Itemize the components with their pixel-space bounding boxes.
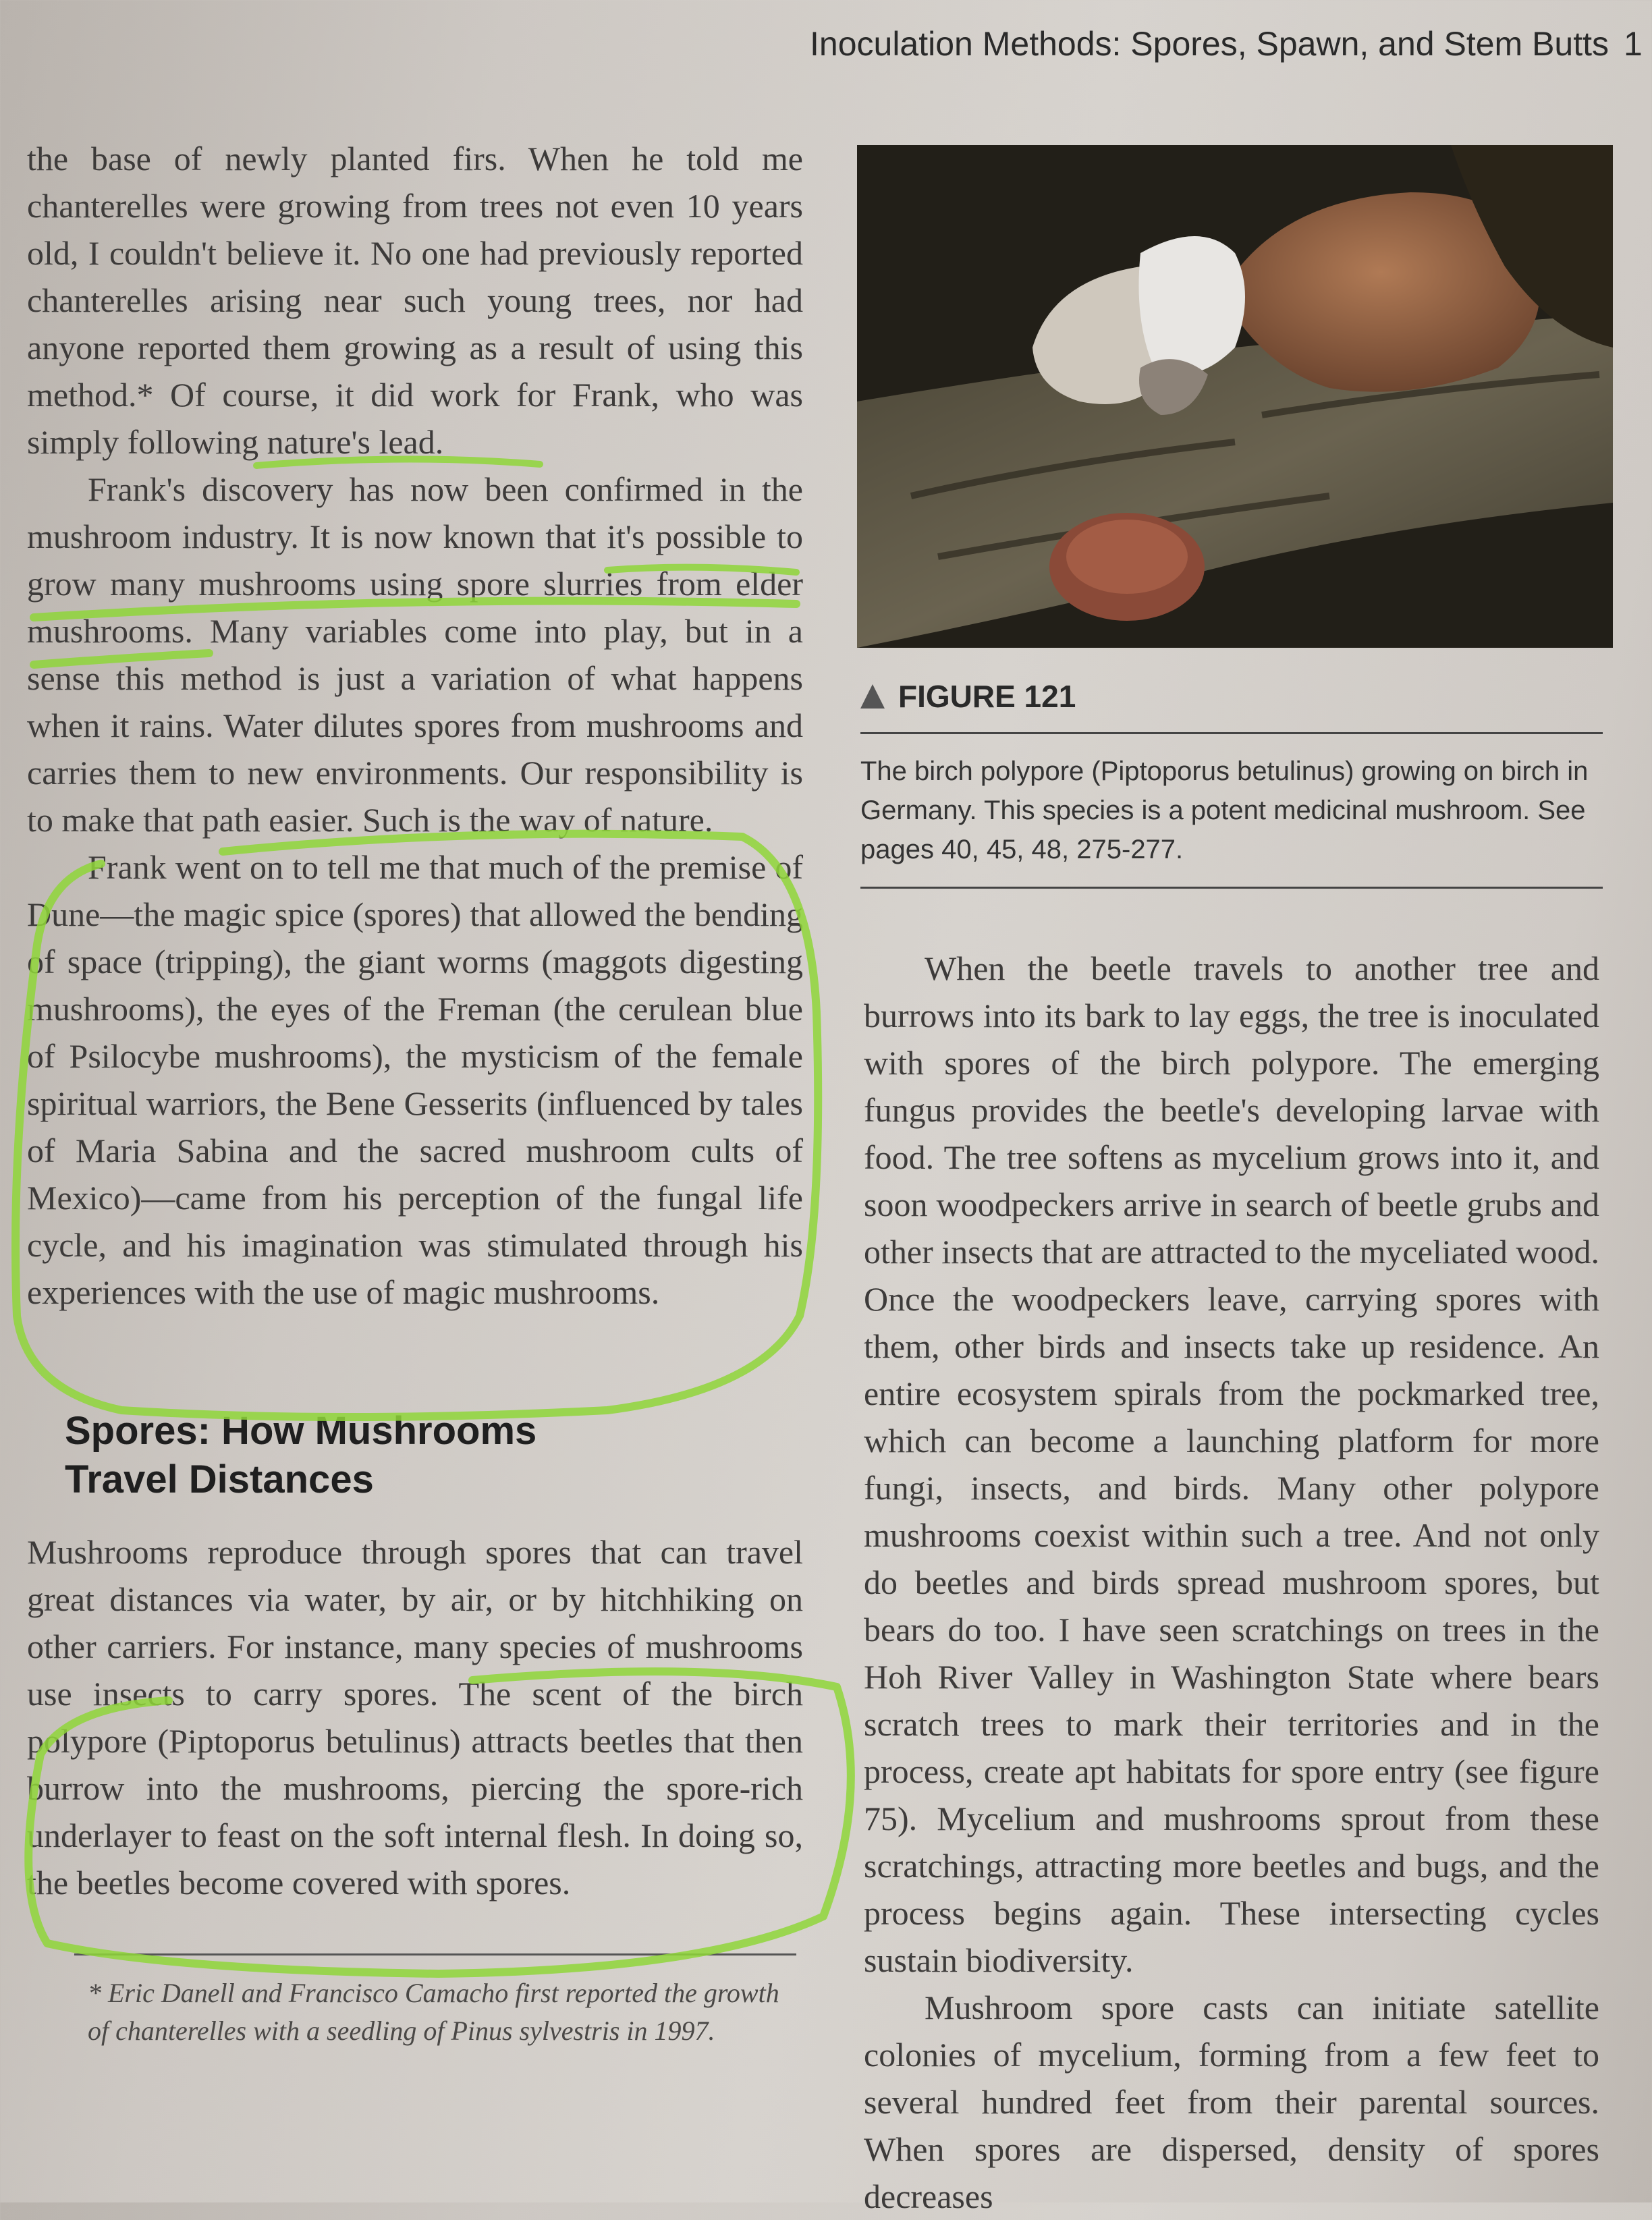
running-header <box>810 24 1652 63</box>
birch-polypore-photo <box>857 145 1613 648</box>
paragraph-3: Frank went on to tell me that much of the premise of Dune—the magic spice (spores) that allowed the bending of space (tripping), the giant worms (maggots digesting mushrooms), the eyes of the Freman (the cerulean blue of Psilocybe mushrooms), the mysticism of the female spiritual warriors, the Bene Gesserits (influenced by tales of Maria Sabina and the sacred mushroom cults of Mexico)—came from his perception of the fungal life cycle, and his imagination was stimulated through his experiences with the use of magic mushrooms. <box>27 848 803 1311</box>
left-column <box>27 135 803 2050</box>
footnote: * Eric Danell and Francisco Camacho first reported the growth of chanterelles with a seedling of Pinus sylvestris in 1997. <box>88 1978 779 2046</box>
triangle-icon <box>860 684 885 709</box>
caption-rule-bottom <box>860 887 1603 889</box>
section-heading-line2: Travel Distances <box>65 1458 374 1501</box>
right-paragraph-1: When the beetle travels to another tree and burrows into its bark to lay eggs, the tree is inoculated with spores of the birch polypore. The emerging fungus provides the beetle's developing larvae with food. The tree softens as mycelium grows into it, and soon woodpeckers arrive in search of beetle grubs and other insects that are attracted to the myceliated wood. Once the woodpeckers leave, carrying spores with them, other birds and insects take up residence. An entire ecosystem spirals from the pockmarked tree, which can become a launching platform for more fungi, insects, and birds. Many other polypore mushrooms coexist within such a tree. And not only do beetles and birds spread mushroom spores, but bears do too. I have seen scratchings on trees in the Hoh River Valley in Washington State where bears scratch trees to mark their territories and in the process, create apt habitats for spore entry (see figure 75). Mycelium and mushrooms sprout from these scratchings, attracting more beetles and bugs, and the process begins again. These intersecting cycles sustain biodiversity. <box>864 949 1599 1979</box>
paragraph-1: the base of newly planted firs. When he told me chanterelles were growing from trees not even 10 years old, I couldn't believe it. No one had previously reported chanterelles arising near such young trees, nor had anyone reported them growing as a result of using this method.* Of course, it did work for Frank, who was simply following nature's lead. <box>27 140 803 461</box>
caption-rule-top <box>860 732 1603 734</box>
right-column <box>864 945 1599 2220</box>
page-number: 1 <box>1624 25 1643 63</box>
right-paragraph-2: Mushroom spore casts can initiate satellite colonies of mycelium, forming from a few feet to several hundred feet from their parental sources. When spores are dispersed, density of spores decreases <box>864 1989 1599 2215</box>
figure-caption: The birch polypore (Piptoporus betulinus) growing on birch in Germany. This species is a potent medicinal mushroom. See pages 40, 45, 48, 275-277. <box>860 756 1589 864</box>
paragraph-2: Frank's discovery has now been confirmed in the mushroom industry. It is now known that it's possible to grow many mushrooms using spore slurries from elder mushrooms. Many variables come into play, but in a sense this method is just a variation of what happens when it rains. Water dilutes spores from mushrooms and carries them to new environments. Our responsibility is to make that path easier. Such is the way of nature. <box>27 470 803 839</box>
figure-caption-block <box>860 678 1603 906</box>
figure-label-text: FIGURE 121 <box>898 679 1076 714</box>
polypore-cap <box>1066 520 1188 594</box>
footnote-rule <box>74 1953 796 1955</box>
figure-label <box>860 678 1603 715</box>
figure-photo <box>857 145 1613 648</box>
section-paragraph: Mushrooms reproduce through spores that can travel great distances via water, by air, or by hitchhiking on other carriers. For instance, many species of mushrooms use insects to carry spores. The scent of the birch polypore (Piptoporus betulinus) attracts beetles that then burrow into the mushrooms, piercing the spore-rich underlayer to feast on the soft internal flesh. In doing so, the beetles become covered with spores. <box>27 1533 803 1902</box>
section-heading <box>65 1407 803 1504</box>
running-title: Inoculation Methods: Spores, Spawn, and Stem Butts <box>810 25 1609 63</box>
section-heading-line1: Spores: How Mushrooms <box>65 1409 537 1453</box>
